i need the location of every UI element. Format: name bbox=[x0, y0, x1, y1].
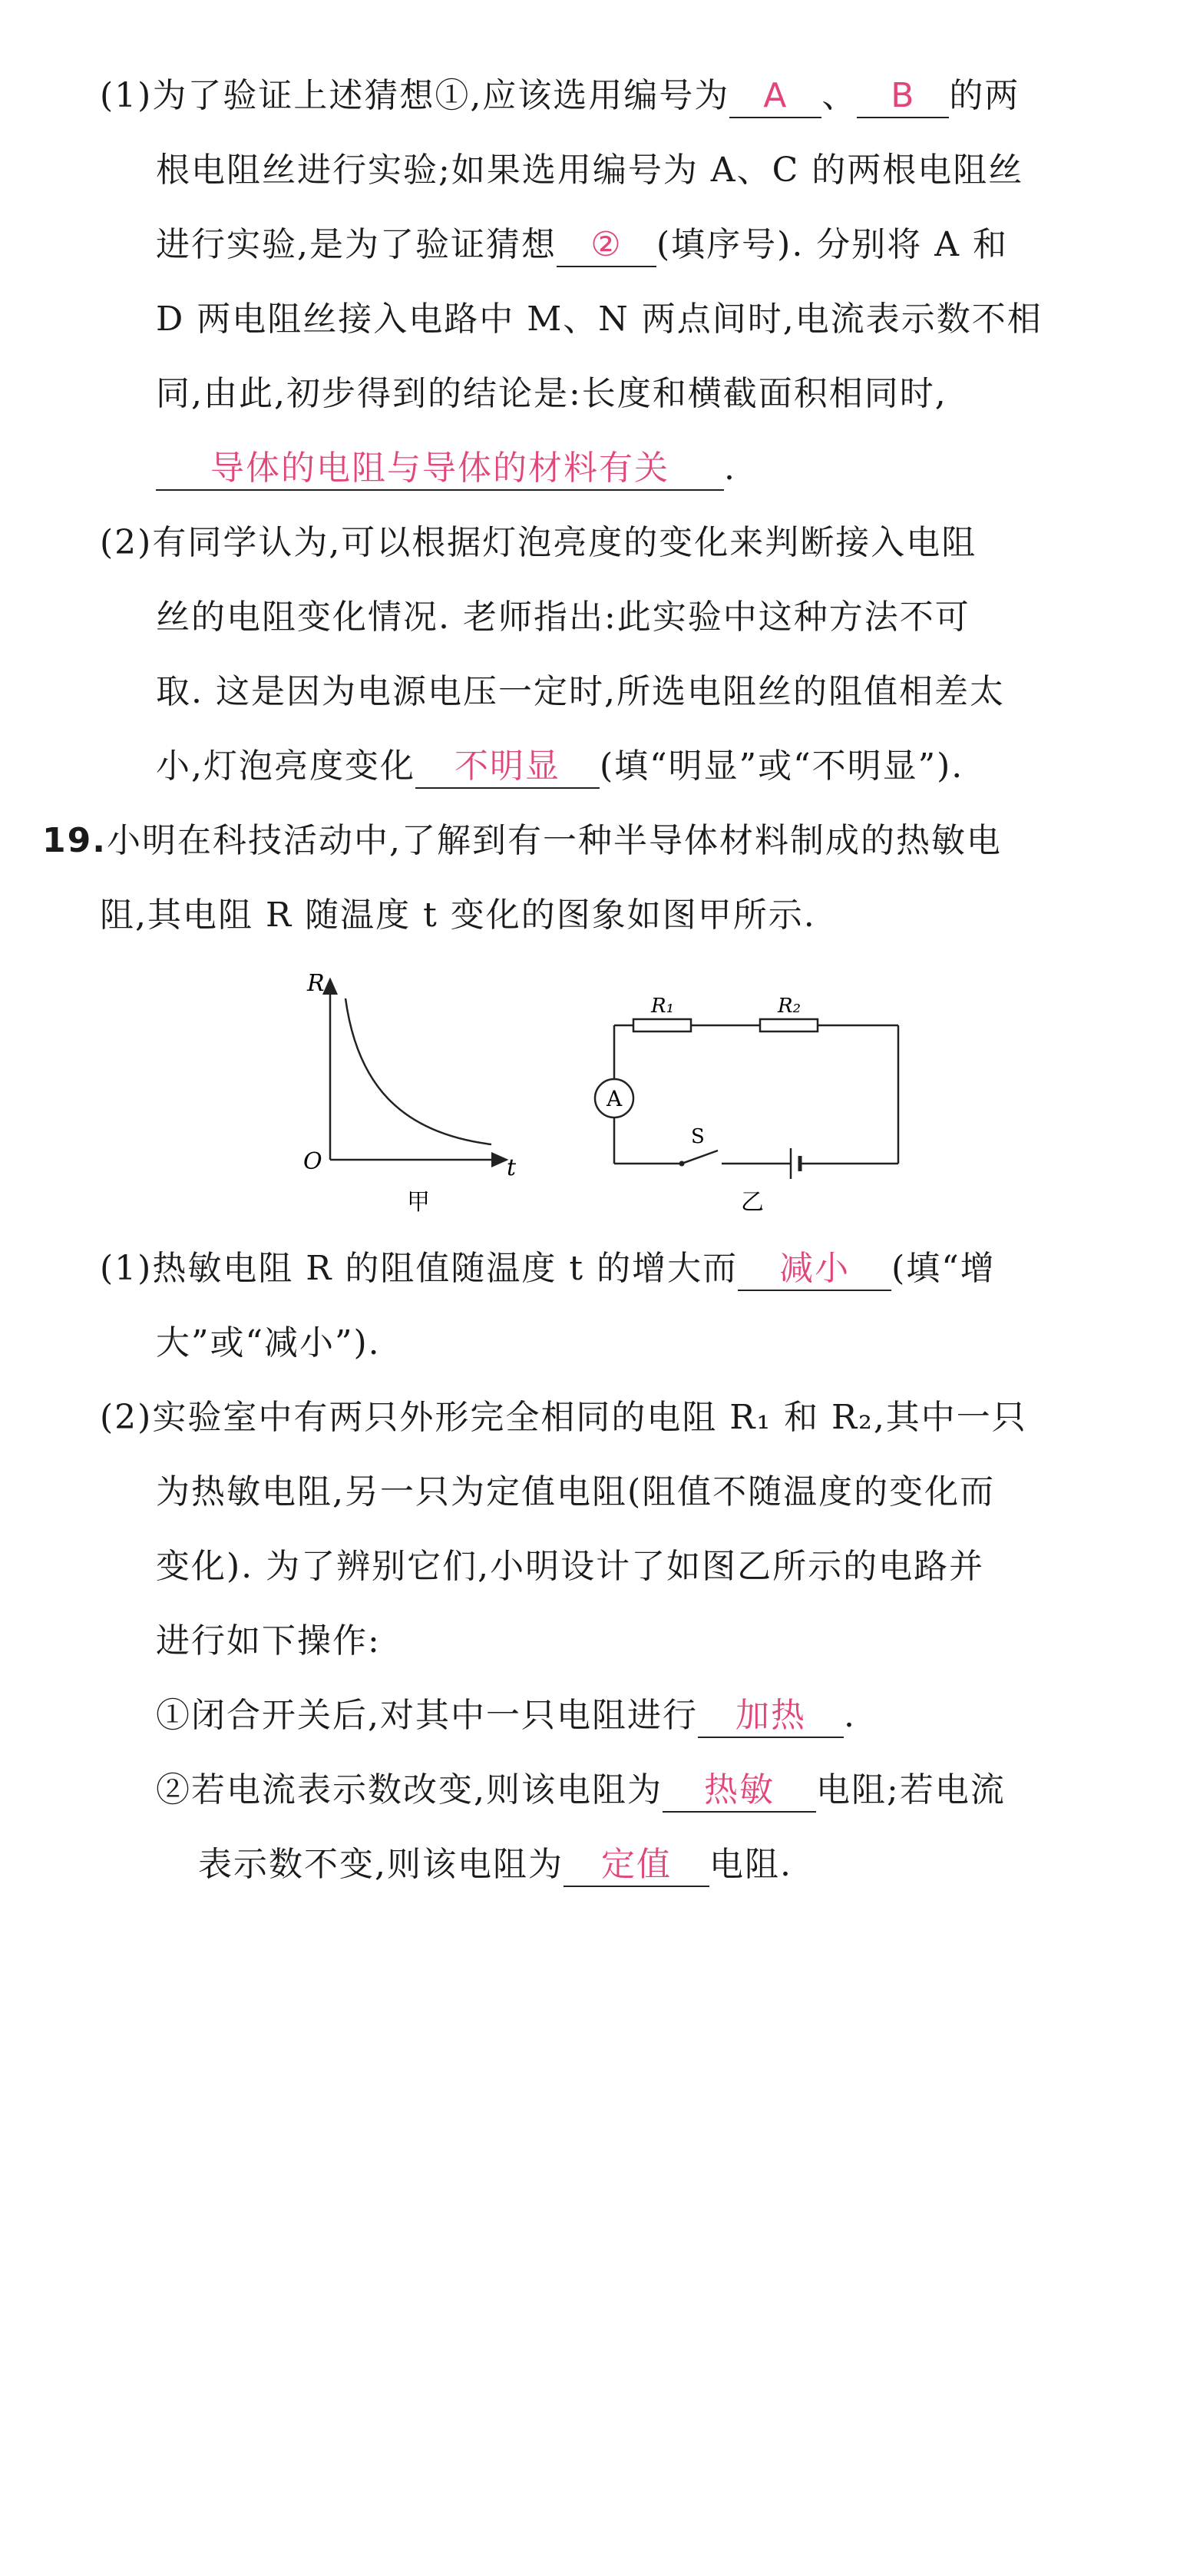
r2-label: R₂ bbox=[778, 995, 801, 1018]
text: (填序号). 分别将 A 和 bbox=[656, 225, 1009, 264]
resistor-r2 bbox=[760, 1019, 818, 1031]
q19-p2-line3: 变化). 为了辨别它们,小明设计了如图乙所示的电路并 bbox=[156, 1547, 985, 1586]
text: (1)热敏电阻 R 的阻值随温度 t 的增大而 bbox=[100, 1249, 739, 1288]
text: (填“明显”或“不明显”). bbox=[600, 747, 964, 786]
answer-blank-3: ② bbox=[557, 224, 656, 267]
text: 进行实验,是为了验证猜想 bbox=[156, 225, 557, 264]
question-number: 19. bbox=[42, 821, 107, 860]
graph-caption: 甲 bbox=[407, 1189, 430, 1216]
text: ②若电流表示数改变,则该电阻为 bbox=[156, 1770, 663, 1809]
q18-p1-line6 bbox=[156, 445, 736, 492]
text: 电阻;若电流 bbox=[816, 1770, 1006, 1809]
answer-blank-1: A bbox=[729, 75, 821, 118]
answer-blank-5: 不明显 bbox=[415, 746, 600, 789]
q18-p1-line5: 同,由此,初步得到的结论是:长度和横截面积相同时, bbox=[156, 374, 947, 413]
q18-p2-line2: 丝的电阻变化情况. 老师指出:此实验中这种方法不可 bbox=[156, 598, 970, 637]
x-axis-label: t bbox=[507, 1154, 517, 1181]
q19-p2-line4: 进行如下操作: bbox=[156, 1621, 381, 1660]
q18-p1-line4: D 两电阻丝接入电路中 M、N 两点间时,电流表示数不相 bbox=[156, 300, 1043, 339]
q19-p1-line1 bbox=[100, 1246, 996, 1292]
answer-blank-7: 加热 bbox=[698, 1695, 844, 1738]
answer-blank-8: 热敏 bbox=[663, 1770, 816, 1813]
q18-p1-line1 bbox=[100, 73, 1020, 119]
text: ①闭合开关后,对其中一只电阻进行 bbox=[156, 1696, 698, 1735]
text: . bbox=[844, 1696, 856, 1735]
text: 小,灯泡亮度变化 bbox=[156, 747, 415, 786]
r-t-graph bbox=[303, 970, 517, 1216]
circuit-diagram bbox=[595, 995, 898, 1216]
q19-stem-line2: 阻,其电阻 R 随温度 t 变化的图象如图甲所示. bbox=[100, 896, 816, 935]
q19-p2-step3 bbox=[198, 1842, 792, 1888]
circuit-caption: 乙 bbox=[741, 1189, 764, 1216]
answer-blank-9: 定值 bbox=[564, 1844, 709, 1887]
q18-p2-line3: 取. 这是因为电源电压一定时,所选电阻丝的阻值相差太 bbox=[156, 672, 1005, 711]
ammeter-label: A bbox=[607, 1086, 623, 1111]
resistor-r1 bbox=[633, 1019, 691, 1031]
text: 表示数不变,则该电阻为 bbox=[198, 1845, 564, 1884]
text: 的两 bbox=[949, 76, 1020, 115]
q19-p2-line1: (2)实验室中有两只外形完全相同的电阻 R₁ 和 R₂,其中一只 bbox=[100, 1398, 1027, 1437]
q18-p2-line4 bbox=[156, 743, 964, 790]
text: 小明在科技活动中,了解到有一种半导体材料制成的热敏电 bbox=[106, 821, 1002, 860]
r1-label: R₁ bbox=[651, 995, 674, 1018]
q19-p1-line2: 大”或“减小”). bbox=[156, 1323, 381, 1362]
y-axis-label: R bbox=[307, 970, 325, 997]
q19-p2-line2: 为热敏电阻,另一只为定值电阻(阻值不随温度的变化而 bbox=[156, 1472, 996, 1511]
answer-blank-4: 导体的电阻与导体的材料有关 bbox=[156, 448, 724, 491]
q19-p2-step1 bbox=[156, 1693, 856, 1739]
origin-label: O bbox=[303, 1148, 322, 1175]
text: (1)为了验证上述猜想①,应该选用编号为 bbox=[100, 76, 730, 115]
q18-p1-line3 bbox=[156, 222, 1008, 268]
answer-blank-2: B bbox=[857, 75, 949, 118]
text: 、 bbox=[821, 76, 858, 115]
q19-figure bbox=[284, 968, 914, 1221]
text: 电阻. bbox=[709, 1845, 792, 1884]
q19-p2-step2 bbox=[156, 1767, 1006, 1813]
q18-p2-line1: (2)有同学认为,可以根据灯泡亮度的变化来判断接入电阻 bbox=[100, 523, 977, 562]
answer-blank-6: 减小 bbox=[738, 1248, 891, 1291]
resistance-curve bbox=[345, 998, 491, 1144]
q19-stem-line1 bbox=[42, 818, 1002, 864]
text: . bbox=[724, 449, 736, 488]
switch-label: S bbox=[691, 1125, 705, 1148]
text: (填“增 bbox=[891, 1249, 996, 1288]
q18-p1-line2: 根电阻丝进行实验;如果选用编号为 A、C 的两根电阻丝 bbox=[156, 151, 1024, 190]
switch bbox=[682, 1151, 718, 1164]
